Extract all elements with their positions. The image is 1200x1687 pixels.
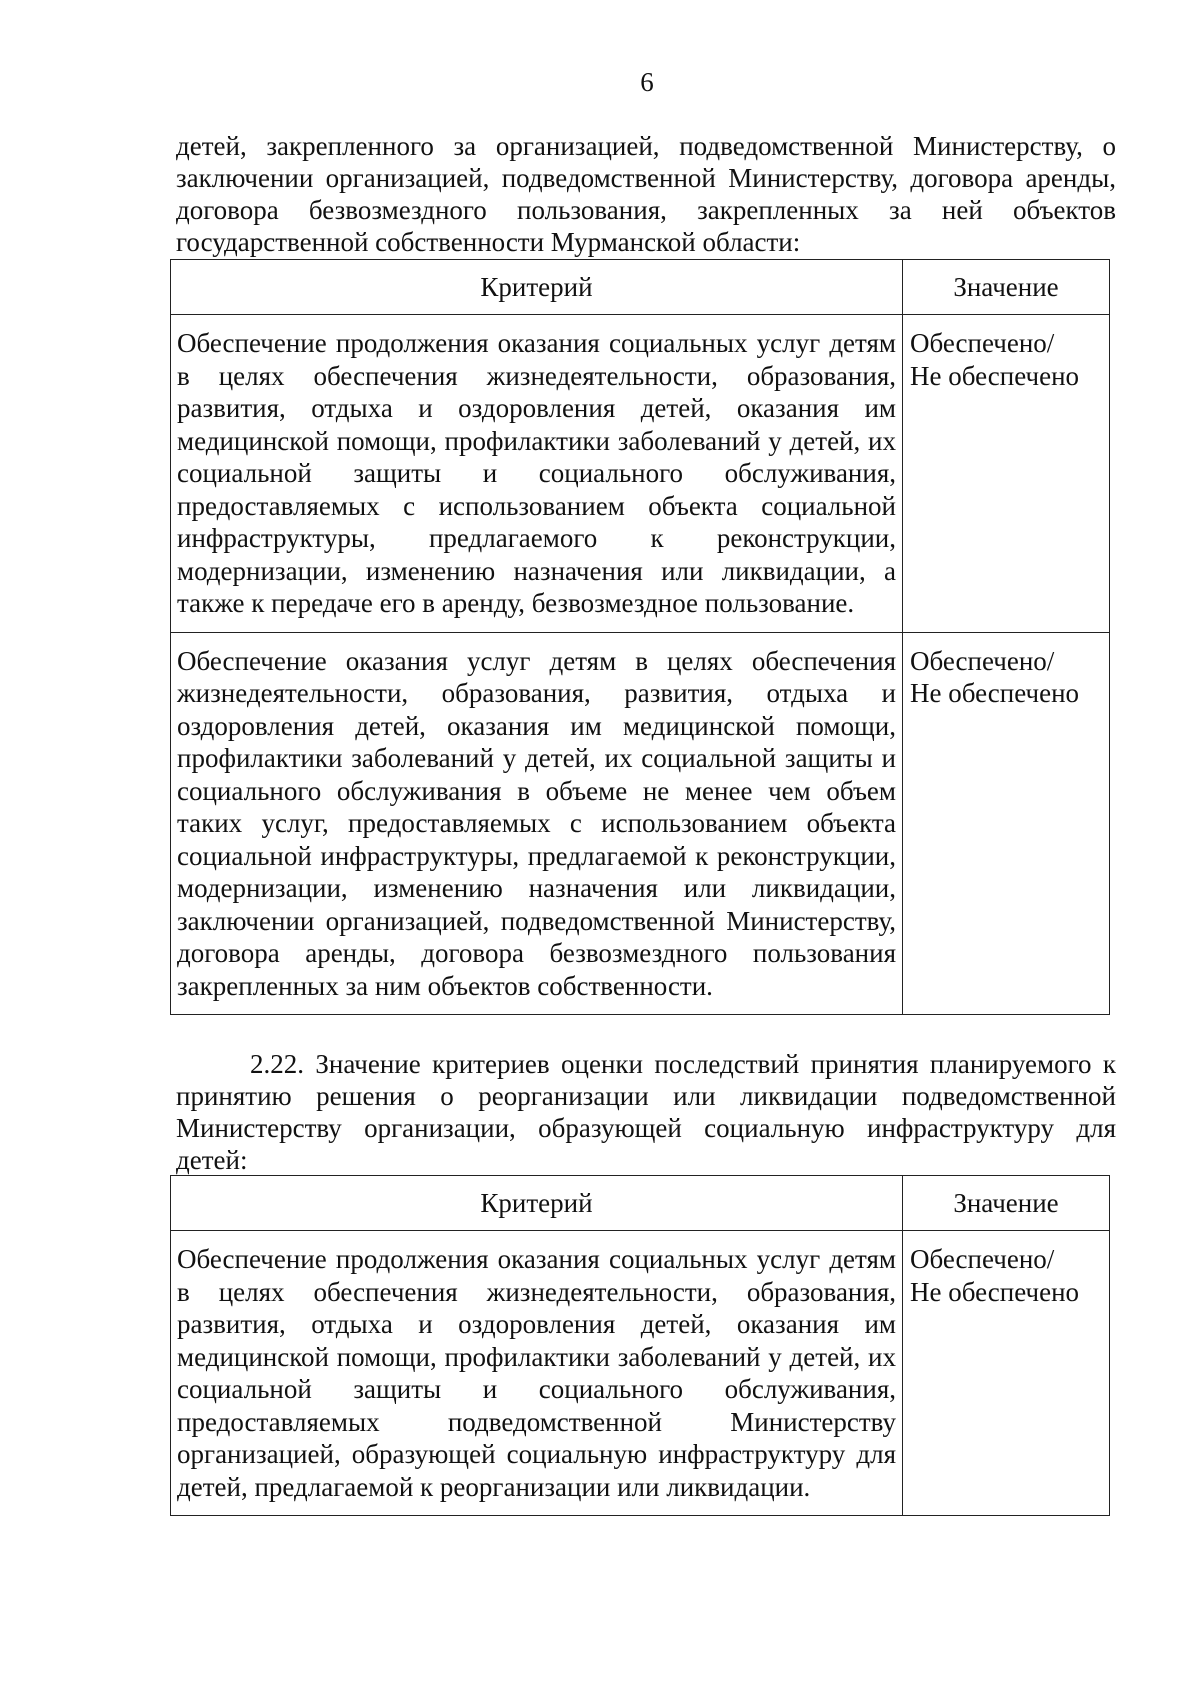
table-header-row	[171, 260, 1110, 315]
value-cell	[903, 1231, 1110, 1516]
criteria-table-2	[170, 1175, 1110, 1516]
value-option-provided: Обеспечено/	[910, 328, 1055, 358]
value-option-not-provided: Не обеспечено	[910, 1276, 1080, 1307]
value-option-provided: Обеспечено/	[910, 645, 1055, 676]
value-option-not-provided: Не обеспечено	[910, 360, 1080, 391]
header-value: Значение	[903, 1176, 1110, 1231]
value-cell	[903, 632, 1110, 1015]
criteria-table-1	[170, 259, 1110, 1015]
header-value: Значение	[903, 260, 1110, 315]
value-cell	[903, 315, 1110, 633]
section-2-22-paragraph: 2.22. Значение критериев оценки последствий принятия планируемого к принятию решения о реорганизации или ликвидации подведомственной Министерству организации, образующей социальную инфраструктуру для детей:	[176, 1049, 1116, 1175]
value-option-not-provided: Не обеспечено	[910, 678, 1080, 708]
table-header-row	[171, 1176, 1110, 1231]
table-row	[171, 1231, 1110, 1516]
intro-paragraph: детей, закрепленного за организацией, подведомственной Министерству, о заключении организацией, подведомственной Министерству, договора аренды, договора безвозмездного пользования, закрепленных за ней объектов государственной собственности Мурманской области:	[176, 131, 1116, 257]
page-number: 6	[640, 67, 654, 97]
header-criterion: Критерий	[171, 260, 903, 315]
value-option-provided: Обеспечено/	[910, 1244, 1055, 1274]
criterion-cell: Обеспечение продолжения оказания социальных услуг детям в целях обеспечения жизнедеятельности, образования, развития, отдыха и оздоровления детей, оказания им медицинской помощи, профилактики заболеваний у детей, их социальной защиты и социального обслуживания, предоставляемых с использованием объекта социальной инфраструктуры, предлагаемого к реконструкции, модернизации, изменению назначения или ликвидации, а также к передаче его в аренду, безвозмездное пользование.	[171, 315, 903, 633]
criterion-cell: Обеспечение оказания услуг детям в целях обеспечения жизнедеятельности, образования, развития, отдыха и оздоровления детей, оказания им медицинской помощи, профилактики заболеваний у детей, их социальной защиты и социального обслуживания в объеме не менее чем объем таких услуг, предоставляемых с использованием объекта социальной инфраструктуры, предлагаемой к реконструкции, модернизации, изменению назначения или ликвидации, заключении организацией, подведомственной Министерству, договора аренды, договора безвозмездного пользования закрепленных за ним объектов собственности.	[171, 632, 903, 1015]
table-row	[171, 315, 1110, 633]
criterion-cell: Обеспечение продолжения оказания социальных услуг детям в целях обеспечения жизнедеятельности, образования, развития, отдыха и оздоровления детей, оказания им медицинской помощи, профилактики заболеваний у детей, их социальной защиты и социального обслуживания, предоставляемых подведомственной Министерству организацией, образующей социальную инфраструктуру для детей, предлагаемой к реорганизации или ликвидации.	[171, 1231, 903, 1516]
header-criterion: Критерий	[171, 1176, 903, 1231]
table-row	[171, 632, 1110, 1015]
